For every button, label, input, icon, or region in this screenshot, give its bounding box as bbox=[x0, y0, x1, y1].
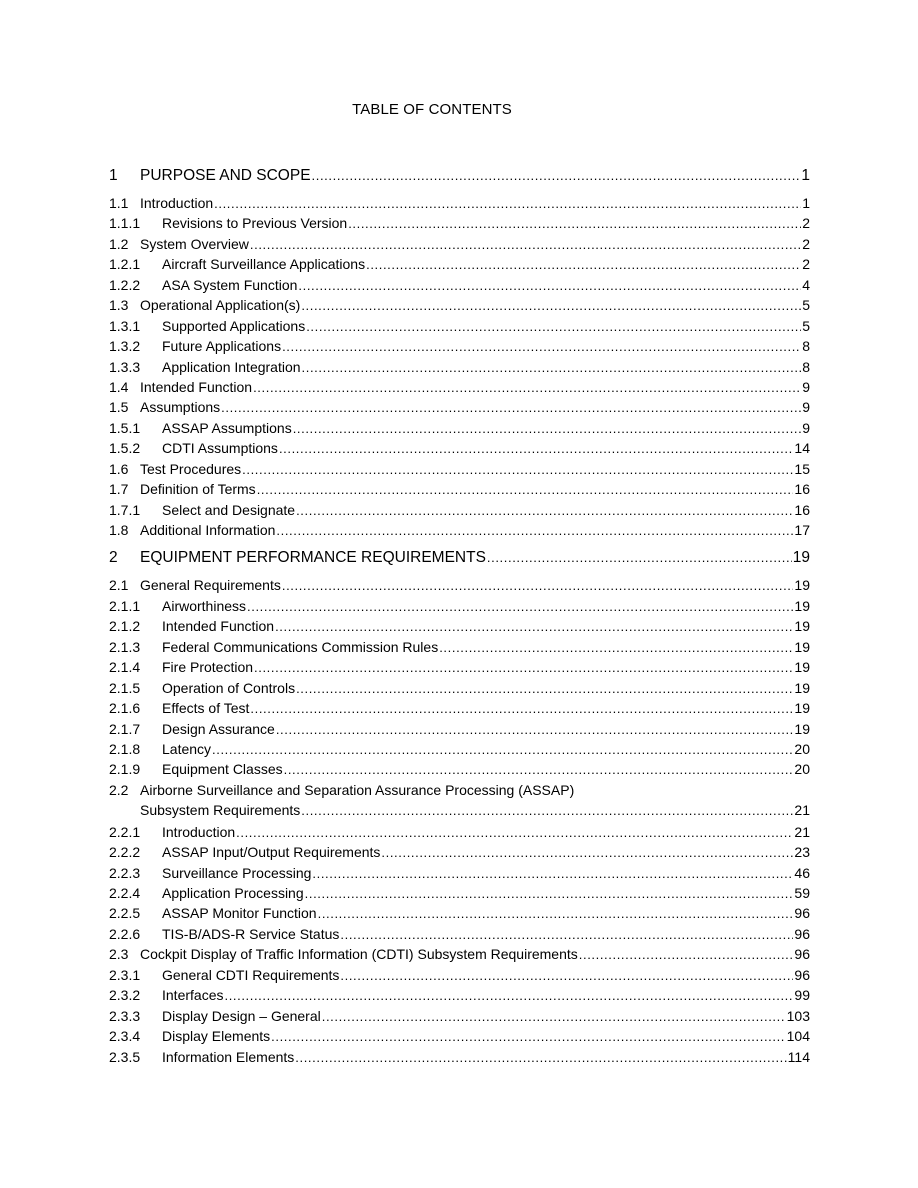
toc-dot-leader bbox=[224, 986, 793, 1006]
toc-entry-title: Revisions to Previous Version bbox=[162, 215, 348, 232]
toc-entry-number: 2 bbox=[109, 549, 118, 567]
toc-entry-title: Airborne Surveillance and Separation Assurance Processing (ASSAP) bbox=[140, 781, 575, 798]
toc-entry-number: 1.2.2 bbox=[109, 276, 141, 293]
toc-entry-page: 2 bbox=[802, 215, 810, 232]
toc-entry-title: ASSAP Monitor Function bbox=[162, 905, 317, 922]
toc-entry[interactable] bbox=[109, 780, 810, 822]
toc-entry-page: 59 bbox=[794, 885, 810, 902]
toc-entry-number: 1.7 bbox=[109, 481, 129, 498]
toc-dot-leader bbox=[250, 235, 801, 255]
toc-entry-title: Supported Applications bbox=[162, 317, 306, 334]
toc-entry[interactable] bbox=[109, 985, 810, 1005]
toc-entry[interactable] bbox=[109, 616, 810, 636]
toc-entry-page: 96 bbox=[794, 905, 810, 922]
toc-entry-title: Intended Function bbox=[162, 618, 275, 635]
toc-dot-leader bbox=[306, 317, 801, 337]
toc-entry-number: 2.3.1 bbox=[109, 966, 141, 983]
toc-entry-page: 23 bbox=[794, 844, 810, 861]
toc-entry[interactable] bbox=[109, 637, 810, 657]
toc-entry-title: Latency bbox=[162, 740, 212, 757]
toc-entry-title: Test Procedures bbox=[140, 460, 242, 477]
toc-entry-title: Operational Application(s) bbox=[140, 297, 301, 314]
toc-dot-leader bbox=[296, 679, 793, 699]
toc-entry-number: 1.3.1 bbox=[109, 317, 141, 334]
toc-entry[interactable] bbox=[109, 438, 810, 458]
toc-entry-number: 2.2 bbox=[109, 781, 129, 798]
toc-entry[interactable] bbox=[109, 1006, 810, 1026]
toc-dot-leader bbox=[293, 419, 802, 439]
toc-entry[interactable] bbox=[109, 596, 810, 616]
toc-entry-title: Display Design – General bbox=[162, 1007, 321, 1024]
toc-entry-title: Cockpit Display of Traffic Information (CDTI) Subsystem Requirements bbox=[140, 946, 578, 963]
toc-dot-leader bbox=[312, 165, 801, 187]
toc-entry-page: 2 bbox=[802, 256, 810, 273]
toc-entry-page: 15 bbox=[794, 460, 810, 477]
toc-dot-leader bbox=[221, 398, 801, 418]
toc-entry-number: 1.8 bbox=[109, 522, 129, 538]
toc-dot-leader bbox=[257, 480, 794, 500]
toc-dot-leader bbox=[381, 843, 793, 863]
toc-entry-title: General CDTI Requirements bbox=[162, 966, 340, 983]
toc-entry-number: 1.7.1 bbox=[109, 501, 141, 518]
toc-entry-page: 5 bbox=[802, 317, 810, 334]
toc-entry-page: 46 bbox=[794, 864, 810, 881]
toc-entry-number: 1.3.3 bbox=[109, 358, 141, 375]
toc-entry[interactable] bbox=[109, 397, 810, 417]
toc-entry-title: Assumptions bbox=[140, 399, 221, 416]
toc-entry-title: General Requirements bbox=[140, 577, 281, 594]
toc-dot-leader bbox=[247, 597, 793, 617]
toc-entry-page: 9 bbox=[802, 399, 810, 416]
toc-dot-leader bbox=[279, 439, 793, 459]
toc-entry-title: Effects of Test bbox=[162, 700, 250, 717]
toc-entry-title: Additional Information bbox=[140, 522, 276, 538]
toc-entry-title: ASA System Function bbox=[162, 276, 298, 293]
toc-entry-page: 19 bbox=[792, 549, 810, 567]
toc-dot-leader bbox=[301, 296, 801, 316]
toc-dot-leader bbox=[242, 460, 793, 480]
toc-entry[interactable] bbox=[109, 698, 810, 718]
toc-entry-page: 104 bbox=[786, 1028, 810, 1045]
toc-entry[interactable] bbox=[109, 575, 810, 595]
toc-entry[interactable] bbox=[109, 1047, 810, 1067]
toc-entry-page: 19 bbox=[794, 638, 810, 655]
toc-entry[interactable] bbox=[109, 924, 810, 944]
toc-entry-number: 2.2.5 bbox=[109, 905, 141, 922]
toc-dot-leader bbox=[282, 337, 801, 357]
toc-entry-number: 2.1 bbox=[109, 577, 129, 594]
toc-entry[interactable] bbox=[109, 520, 810, 540]
toc-dot-leader bbox=[348, 214, 801, 234]
toc-dot-leader bbox=[301, 801, 793, 821]
toc-dot-leader bbox=[366, 255, 801, 275]
toc-entry-page: 21 bbox=[794, 802, 810, 819]
toc-entry-title: Equipment Classes bbox=[162, 761, 283, 778]
toc-entry-number: 2.1.9 bbox=[109, 761, 141, 778]
toc-entry[interactable] bbox=[109, 500, 810, 520]
toc-entry[interactable] bbox=[109, 944, 810, 964]
toc-entry-title: Design Assurance bbox=[162, 720, 275, 737]
toc-entry-page: 19 bbox=[794, 577, 810, 594]
toc-entry[interactable] bbox=[109, 739, 810, 759]
toc-entry-number: 2.1.5 bbox=[109, 679, 141, 696]
toc-entry-number: 1 bbox=[109, 167, 118, 184]
toc-entry[interactable] bbox=[109, 759, 810, 779]
toc-entry-page: 9 bbox=[802, 419, 810, 436]
page-title: TABLE OF CONTENTS bbox=[352, 101, 512, 118]
toc-dot-leader bbox=[322, 1007, 786, 1027]
toc-entry-page: 2 bbox=[802, 235, 810, 252]
toc-dot-leader bbox=[340, 966, 793, 986]
toc-entry[interactable] bbox=[109, 193, 810, 213]
table-of-contents bbox=[109, 165, 810, 1067]
toc-entry-number: 2.1.7 bbox=[109, 720, 141, 737]
toc-entry-number: 2.2.6 bbox=[109, 925, 141, 942]
toc-entry-page: 20 bbox=[794, 740, 810, 757]
toc-entry[interactable] bbox=[109, 295, 810, 315]
toc-dot-leader bbox=[298, 276, 801, 296]
toc-entry-title: Operation of Controls bbox=[162, 679, 296, 696]
toc-entry-title: PURPOSE AND SCOPE bbox=[140, 167, 311, 184]
toc-section-heading[interactable] bbox=[109, 547, 810, 569]
toc-entry[interactable] bbox=[109, 234, 810, 254]
toc-entry-number: 2.3.2 bbox=[109, 987, 141, 1004]
toc-dot-leader bbox=[487, 547, 792, 569]
toc-entry-page: 19 bbox=[794, 700, 810, 717]
toc-entry[interactable] bbox=[109, 863, 810, 883]
toc-entry-title: ASSAP Assumptions bbox=[162, 419, 292, 436]
toc-entry-title: Introduction bbox=[162, 823, 236, 840]
toc-entry-title: ASSAP Input/Output Requirements bbox=[162, 844, 381, 861]
toc-entry[interactable] bbox=[109, 316, 810, 336]
toc-entry-page: 19 bbox=[794, 720, 810, 737]
toc-entry-title: EQUIPMENT PERFORMANCE REQUIREMENTS bbox=[140, 549, 486, 567]
toc-entry-page: 96 bbox=[794, 925, 810, 942]
toc-entry[interactable] bbox=[109, 657, 810, 677]
toc-entry[interactable] bbox=[109, 377, 810, 397]
toc-entry-page: 14 bbox=[794, 440, 810, 457]
toc-entry[interactable] bbox=[109, 822, 810, 842]
toc-entry-number: 2.1.4 bbox=[109, 659, 141, 676]
toc-entry[interactable] bbox=[109, 336, 810, 356]
toc-dot-leader bbox=[295, 1048, 786, 1068]
toc-entry-title: Select and Designate bbox=[162, 501, 296, 518]
toc-entry[interactable] bbox=[109, 965, 810, 985]
toc-entry-page: 16 bbox=[794, 501, 810, 518]
toc-dot-leader bbox=[439, 638, 793, 658]
toc-entry[interactable] bbox=[109, 213, 810, 233]
toc-dot-leader bbox=[579, 945, 794, 965]
toc-entry[interactable] bbox=[109, 418, 810, 438]
toc-dot-leader bbox=[318, 904, 794, 924]
toc-entry-page: 20 bbox=[794, 761, 810, 778]
toc-entry-number: 2.3.3 bbox=[109, 1007, 141, 1024]
toc-entry[interactable] bbox=[109, 459, 810, 479]
toc-dot-leader bbox=[236, 823, 793, 843]
toc-dot-leader bbox=[250, 699, 793, 719]
toc-entry-number: 1.6 bbox=[109, 460, 129, 477]
toc-entry[interactable] bbox=[109, 357, 810, 377]
toc-entry-title-continued: Subsystem Requirements bbox=[140, 802, 301, 819]
toc-entry-number: 2.3.5 bbox=[109, 1048, 141, 1065]
toc-section-heading[interactable] bbox=[109, 165, 810, 187]
toc-entry-page: 96 bbox=[794, 966, 810, 983]
toc-entry-page: 8 bbox=[802, 358, 810, 375]
toc-entry-number: 2.1.1 bbox=[109, 597, 141, 614]
toc-entry-page: 5 bbox=[802, 297, 810, 314]
toc-dot-leader bbox=[305, 884, 794, 904]
toc-entry-number: 2.3.4 bbox=[109, 1028, 141, 1045]
toc-dot-leader bbox=[212, 740, 793, 760]
toc-entry-page: 103 bbox=[786, 1007, 810, 1024]
toc-entry-page: 9 bbox=[802, 378, 810, 395]
toc-entry-number: 2.1.8 bbox=[109, 740, 141, 757]
toc-entry[interactable] bbox=[109, 1026, 810, 1046]
toc-entry-number: 1.5.2 bbox=[109, 440, 141, 457]
toc-entry-page: 16 bbox=[794, 481, 810, 498]
toc-entry-number: 2.2.4 bbox=[109, 885, 141, 902]
toc-entry-page: 17 bbox=[794, 522, 810, 538]
toc-entry[interactable] bbox=[109, 719, 810, 739]
toc-dot-leader bbox=[276, 720, 794, 740]
toc-entry-page: 21 bbox=[794, 823, 810, 840]
toc-dot-leader bbox=[275, 617, 793, 637]
toc-entry-page: 4 bbox=[802, 276, 810, 293]
toc-entry-page: 19 bbox=[794, 597, 810, 614]
toc-dot-leader bbox=[214, 194, 801, 214]
toc-entry-page: 96 bbox=[794, 946, 810, 963]
toc-entry-title: Future Applications bbox=[162, 338, 282, 355]
toc-entry-number: 2.1.6 bbox=[109, 700, 141, 717]
toc-entry-title: Intended Function bbox=[140, 378, 253, 395]
toc-dot-leader bbox=[312, 864, 793, 884]
toc-entry-page: 19 bbox=[794, 679, 810, 696]
toc-entry-page: 114 bbox=[787, 1048, 810, 1065]
toc-entry-title: Aircraft Surveillance Applications bbox=[162, 256, 366, 273]
toc-dot-leader bbox=[302, 358, 802, 378]
toc-entry-number: 1.5 bbox=[109, 399, 129, 416]
toc-dot-leader bbox=[276, 521, 793, 541]
toc-entry-number: 2.1.2 bbox=[109, 618, 141, 635]
toc-entry[interactable] bbox=[109, 275, 810, 295]
toc-entry[interactable] bbox=[109, 678, 810, 698]
toc-entry-number: 2.3 bbox=[109, 946, 129, 963]
toc-dot-leader bbox=[284, 760, 794, 780]
toc-dot-leader bbox=[253, 378, 801, 398]
toc-entry-number: 2.1.3 bbox=[109, 638, 141, 655]
toc-dot-leader bbox=[296, 501, 793, 521]
toc-entry-page: 19 bbox=[794, 659, 810, 676]
toc-entry-page: 1 bbox=[801, 167, 810, 184]
toc-entry-page: 99 bbox=[794, 987, 810, 1004]
toc-entry[interactable] bbox=[109, 254, 810, 274]
toc-entry-title: Information Elements bbox=[162, 1048, 295, 1065]
toc-entry[interactable] bbox=[109, 842, 810, 862]
toc-dot-leader bbox=[254, 658, 793, 678]
toc-entry-number: 1.1.1 bbox=[109, 215, 141, 232]
toc-entry-number: 1.5.1 bbox=[109, 419, 141, 436]
toc-entry[interactable] bbox=[109, 479, 810, 499]
toc-dot-leader bbox=[271, 1027, 785, 1047]
toc-entry-number: 2.2.1 bbox=[109, 823, 141, 840]
toc-entry-title: Fire Protection bbox=[162, 659, 254, 676]
toc-entry-title: Application Processing bbox=[162, 885, 304, 902]
toc-entry-title: TIS-B/ADS-R Service Status bbox=[162, 925, 340, 942]
toc-entry-title: Display Elements bbox=[162, 1028, 271, 1045]
toc-dot-leader bbox=[340, 925, 793, 945]
toc-entry-number: 1.2 bbox=[109, 235, 129, 252]
toc-entry[interactable] bbox=[109, 883, 810, 903]
toc-entry-page: 8 bbox=[802, 338, 810, 355]
toc-entry-number: 1.1 bbox=[109, 195, 129, 211]
toc-entry-title: Definition of Terms bbox=[140, 481, 256, 498]
toc-entry[interactable] bbox=[109, 903, 810, 923]
toc-entry-number: 1.3.2 bbox=[109, 338, 141, 355]
toc-entry-number: 2.2.2 bbox=[109, 844, 141, 861]
toc-entry-title: Federal Communications Commission Rules bbox=[162, 638, 439, 655]
toc-entry-page: 19 bbox=[794, 618, 810, 635]
toc-entry-number: 2.2.3 bbox=[109, 864, 141, 881]
toc-entry-page: 1 bbox=[802, 195, 810, 211]
toc-entry-number: 1.2.1 bbox=[109, 256, 141, 273]
toc-entry-title: System Overview bbox=[140, 235, 249, 252]
toc-entry-title: Surveillance Processing bbox=[162, 864, 312, 881]
toc-entry-number: 1.4 bbox=[109, 378, 129, 395]
toc-entry-title: Airworthiness bbox=[162, 597, 247, 614]
toc-entry-number: 1.3 bbox=[109, 297, 129, 314]
toc-dot-leader bbox=[282, 576, 794, 596]
toc-entry-title: Application Integration bbox=[162, 358, 301, 375]
toc-entry-title: Introduction bbox=[140, 195, 214, 211]
toc-entry-title: Interfaces bbox=[162, 987, 224, 1004]
toc-entry-title: CDTI Assumptions bbox=[162, 440, 278, 457]
